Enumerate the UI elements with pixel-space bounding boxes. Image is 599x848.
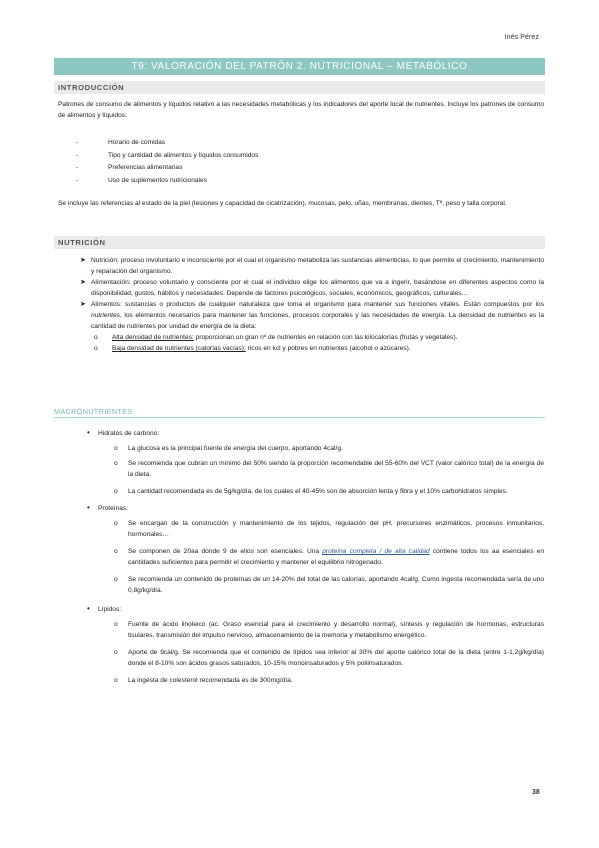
list-item-hidratos: • Hidratos de carbono: xyxy=(87,428,160,437)
list-item: o La ingesta de colesterol recomendada es de 300mg/día. xyxy=(114,677,293,684)
list-item: o Se recomienda un contenido de proteínas de un 14-20% del total de las calorías, aportando 4cal/g. Como ingesta recomendada sería de uno 0,8g/kg/día. xyxy=(114,576,544,594)
list-item: o Baja densidad de nutrientes (calorías vacías): ricos en kcl y pobres en nutrientes (alcohol o azúcares). xyxy=(94,345,411,352)
nutricion-list xyxy=(58,255,544,354)
circle-bullet-icon: o xyxy=(94,345,98,352)
list-item: o La glucosa es la principal fuente de energía del cuerpo, aportando 4cal/g. xyxy=(114,445,343,452)
circle-bullet-icon: o xyxy=(114,520,118,527)
intro-paragraph-2: Se incluye las referencias al estado de la piel (lesiones y capacidad de cicatrización), mucosas, pelo, uñas, membranas, dientes, Tª, peso y talla corporal. xyxy=(58,200,507,207)
circle-bullet-icon: o xyxy=(114,649,118,656)
list-item: o Alta densidad de nutrientes: proporcionan un gran nº de nutrientes en relación con las kilocalorías (frutas y vegetales). xyxy=(94,334,458,341)
arrow-bullet-icon: ➤ xyxy=(80,301,86,308)
section-heading-nutricion: NUTRICIÓN xyxy=(54,236,545,249)
bullet-icon: • xyxy=(87,428,90,437)
list-item: - Preferencias alimentarias xyxy=(76,164,183,171)
divider xyxy=(54,417,545,418)
arrow-bullet-icon: ➤ xyxy=(80,279,86,286)
circle-bullet-icon: o xyxy=(114,621,118,628)
circle-bullet-icon: o xyxy=(114,576,118,583)
intro-list xyxy=(58,137,538,187)
list-item: o Fuente de ácido linoleico (ac. Graso esencial para el crecimiento y desarrollo normal), síntesis y regulación de hormonas, estructuras tisulares, transmisión del impulso nervioso, almacenamiento de la memoria y metabolismo energético. xyxy=(114,621,544,639)
list-item: - Tipo y cantidad de alimentos y líquidos consumidos xyxy=(76,151,259,159)
bullet-icon: • xyxy=(87,604,90,613)
highlighted-term: proteína completa / de alta calidad xyxy=(322,548,430,555)
circle-bullet-icon: o xyxy=(114,460,118,467)
arrow-bullet-icon: ➤ xyxy=(80,257,86,264)
list-item: - Horario de comidas xyxy=(76,139,166,146)
list-item: ➤ Alimentos: sustancias o productos de cualquier naturaleza que toma el organismo para mantener sus funciones vitales. Están compuestos por los nutrientes, los elementos necesarios para mantener las funciones, procesos corporales y las necesidades de energía. La densidad de nutrientes es la cantidad de nutrientes por unidad de energía de la dieta: xyxy=(80,301,544,330)
list-item: o Se recomienda que cubran un mínimo del 50% siendo la proporción recomendable del 55-60% del VCT (valor calórico total) de la energía de la dieta. xyxy=(114,460,544,478)
document-title: T9: VALORACIÓN DEL PATRÓN 2. NUTRICIONAL – METABÓLICO xyxy=(54,58,545,75)
circle-bullet-icon: o xyxy=(114,548,118,555)
bullet-icon: • xyxy=(87,503,90,512)
intro-paragraph: Patrones de consumo de alimentos y líquidos relativo a las necesidades metabólicas y los indicadores del aporte local de nutrientes. Incluye los patrones de consumo de alimentos y líquidos: xyxy=(58,101,544,119)
section-heading-macronutrientes: MACRONUTRIENTES xyxy=(54,407,133,416)
list-item-lipidos: • Lípidos: xyxy=(87,604,122,613)
author-name: Inés Pérez xyxy=(504,34,539,41)
circle-bullet-icon: o xyxy=(114,677,118,684)
section-heading-introduccion: INTRODUCCIÓN xyxy=(54,81,545,94)
circle-bullet-icon: o xyxy=(114,445,118,452)
circle-bullet-icon: o xyxy=(94,334,98,341)
list-item: ➤ Alimentación: proceso voluntario y consciente por el cual el individuo elige los alimentos que va a ingerir, basándose en diferentes aspectos como la disponibilidad, gustos, hábitos y necesidades. Depende de factores psicológicos, sociales, económicos, geográficos, culturales… xyxy=(80,279,544,297)
list-item: ➤ Nutrición: proceso involuntario e inconsciente por el cual el organismo metaboliza las sustancias alimenticias, lo que permite el crecimiento, mantenimiento y reparación del organismo. xyxy=(80,257,544,275)
list-item: o La cantidad recomendada es de 5g/kg/día, de los cuales el 40-45% son de absorción lenta y fibra y el 10% carbohidratos simples. xyxy=(114,488,508,495)
list-item: o Se componen de 20aa donde 9 de ellos son esenciales. Una proteína completa / de alta calidad contiene todos los aa esenciales en cantidades suficientes para permitir el crecimiento y mantener el equilibrio nitrogenado. xyxy=(114,548,544,566)
macronutrientes-list xyxy=(58,428,544,686)
list-item-proteinas: • Proteínas: xyxy=(87,503,129,512)
list-item: o Aporte de 9cal/g. Se recomienda que el contenido de lípidos sea inferior al 30% del aporte calórico total de la dieta (entre 1-1,2g/kg/día) donde el 8-10% son ácidos grasos saturados, 10-15% monoinsaturados y 5% poliinsaturados. xyxy=(114,649,544,667)
circle-bullet-icon: o xyxy=(114,488,118,495)
list-item: o Se encargan de la construcción y mantenimiento de los tejidos, regulación del pH, precursores enzimáticos, procesos inmunitarios, hormonales… xyxy=(114,520,544,538)
page-number: 38 xyxy=(532,789,540,796)
list-item: - Uso de suplementos nutricionales xyxy=(76,176,207,184)
